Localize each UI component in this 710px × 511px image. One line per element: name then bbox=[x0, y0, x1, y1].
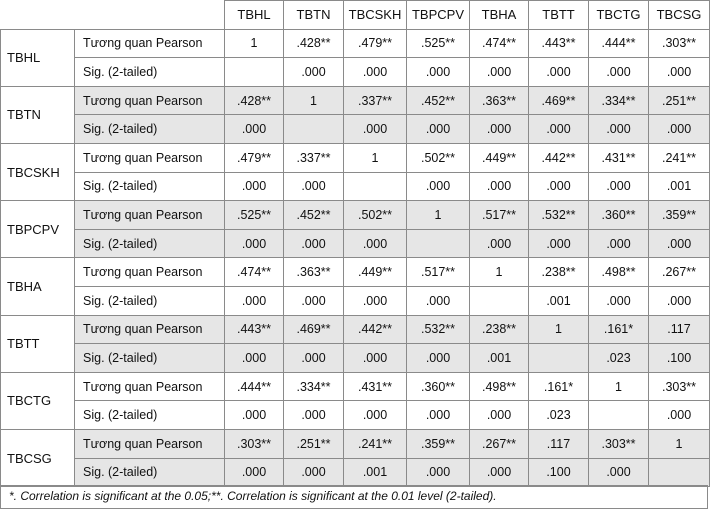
significance-cell: .000 bbox=[284, 458, 344, 487]
table-row bbox=[1, 315, 710, 344]
significance-cell bbox=[225, 58, 284, 87]
correlation-cell: .449** bbox=[344, 258, 407, 287]
correlation-cell: 1 bbox=[649, 429, 710, 458]
significance-cell: .000 bbox=[407, 458, 470, 487]
significance-cell: .000 bbox=[225, 458, 284, 487]
correlation-cell: .498** bbox=[589, 258, 649, 287]
significance-cell: .000 bbox=[589, 229, 649, 258]
correlation-cell: .474** bbox=[470, 29, 529, 58]
significance-cell: .000 bbox=[649, 58, 710, 87]
correlation-cell: .161* bbox=[589, 315, 649, 344]
correlation-cell: .431** bbox=[344, 372, 407, 401]
significance-cell: .000 bbox=[407, 344, 470, 373]
significance-cell: .000 bbox=[344, 115, 407, 144]
correlation-cell: 1 bbox=[225, 29, 284, 58]
significance-cell: .000 bbox=[589, 286, 649, 315]
column-header: TBHL bbox=[225, 1, 284, 30]
correlation-cell: .532** bbox=[407, 315, 470, 344]
significance-cell: .023 bbox=[529, 401, 589, 430]
correlation-cell: .444** bbox=[589, 29, 649, 58]
table-row bbox=[1, 115, 710, 144]
correlation-cell: 1 bbox=[470, 258, 529, 287]
correlation-cell: .267** bbox=[470, 429, 529, 458]
correlation-cell: .442** bbox=[344, 315, 407, 344]
correlation-cell: .363** bbox=[284, 258, 344, 287]
significance-cell: .000 bbox=[649, 286, 710, 315]
significance-cell: .000 bbox=[344, 58, 407, 87]
correlation-cell: .449** bbox=[470, 143, 529, 172]
significance-cell: .000 bbox=[470, 58, 529, 87]
correlation-cell: .161* bbox=[529, 372, 589, 401]
table-row bbox=[1, 58, 710, 87]
correlation-cell: .334** bbox=[589, 86, 649, 115]
variable-label: TBPCPV bbox=[1, 201, 75, 258]
table-row bbox=[1, 201, 710, 230]
column-header: TBTN bbox=[284, 1, 344, 30]
correlation-cell: .359** bbox=[407, 429, 470, 458]
correlation-cell: .337** bbox=[284, 143, 344, 172]
significance-cell: .000 bbox=[344, 286, 407, 315]
correlation-cell: .498** bbox=[470, 372, 529, 401]
correlation-cell: .474** bbox=[225, 258, 284, 287]
significance-cell: .000 bbox=[344, 344, 407, 373]
variable-label: TBCSG bbox=[1, 429, 75, 486]
stat-label-pearson: Tương quan Pearson bbox=[75, 201, 225, 230]
significance-cell: .000 bbox=[649, 115, 710, 144]
variable-label: TBHL bbox=[1, 29, 75, 86]
significance-cell: .000 bbox=[407, 401, 470, 430]
correlation-cell: .532** bbox=[529, 201, 589, 230]
significance-cell: .000 bbox=[470, 401, 529, 430]
stat-label-sig: Sig. (2-tailed) bbox=[75, 344, 225, 373]
table-row bbox=[1, 29, 710, 58]
correlation-cell: .517** bbox=[407, 258, 470, 287]
table-row bbox=[1, 86, 710, 115]
significance-cell: .000 bbox=[407, 115, 470, 144]
correlation-cell: .428** bbox=[284, 29, 344, 58]
variable-label: TBCSKH bbox=[1, 143, 75, 200]
stat-label-pearson: Tương quan Pearson bbox=[75, 29, 225, 58]
correlation-cell: .469** bbox=[529, 86, 589, 115]
significance-cell bbox=[529, 344, 589, 373]
significance-cell: .000 bbox=[470, 458, 529, 487]
significance-cell bbox=[344, 172, 407, 201]
stat-label-sig: Sig. (2-tailed) bbox=[75, 115, 225, 144]
significance-cell: .100 bbox=[529, 458, 589, 487]
significance-cell: .000 bbox=[225, 229, 284, 258]
significance-cell: .001 bbox=[344, 458, 407, 487]
correlation-cell: .303** bbox=[649, 29, 710, 58]
significance-cell: .000 bbox=[225, 344, 284, 373]
significance-cell: .000 bbox=[470, 229, 529, 258]
stat-label-pearson: Tương quan Pearson bbox=[75, 258, 225, 287]
significance-cell: .001 bbox=[529, 286, 589, 315]
correlation-cell: .525** bbox=[407, 29, 470, 58]
correlation-cell: .117 bbox=[529, 429, 589, 458]
correlation-cell: .241** bbox=[344, 429, 407, 458]
significance-cell: .000 bbox=[529, 229, 589, 258]
table-body bbox=[1, 29, 710, 487]
correlation-cell: .251** bbox=[284, 429, 344, 458]
correlation-cell: .469** bbox=[284, 315, 344, 344]
significance-cell bbox=[284, 115, 344, 144]
correlation-cell: .363** bbox=[470, 86, 529, 115]
table-row bbox=[1, 458, 710, 487]
stat-label-sig: Sig. (2-tailed) bbox=[75, 229, 225, 258]
corner-cell bbox=[1, 1, 225, 30]
significance-cell: .000 bbox=[344, 401, 407, 430]
correlation-cell: .479** bbox=[225, 143, 284, 172]
correlation-cell: .360** bbox=[407, 372, 470, 401]
significance-cell bbox=[470, 286, 529, 315]
stat-label-sig: Sig. (2-tailed) bbox=[75, 172, 225, 201]
column-header: TBCSKH bbox=[344, 1, 407, 30]
significance-cell: .000 bbox=[225, 172, 284, 201]
footnote: *. Correlation is significant at the 0.05;**. Correlation is significant at the 0.01 level (2-tailed). bbox=[0, 485, 708, 509]
table-row bbox=[1, 229, 710, 258]
significance-cell: .000 bbox=[529, 172, 589, 201]
correlation-cell: .251** bbox=[649, 86, 710, 115]
significance-cell: .000 bbox=[407, 172, 470, 201]
table-row bbox=[1, 372, 710, 401]
correlation-cell: .117 bbox=[649, 315, 710, 344]
significance-cell: .000 bbox=[649, 401, 710, 430]
correlation-cell: .428** bbox=[225, 86, 284, 115]
correlation-cell: 1 bbox=[589, 372, 649, 401]
correlation-cell: .303** bbox=[225, 429, 284, 458]
correlation-cell: .238** bbox=[470, 315, 529, 344]
column-header: TBCSG bbox=[649, 1, 710, 30]
significance-cell: .100 bbox=[649, 344, 710, 373]
significance-cell: .000 bbox=[589, 58, 649, 87]
header-row bbox=[1, 1, 710, 30]
significance-cell: .000 bbox=[407, 58, 470, 87]
column-header: TBPCPV bbox=[407, 1, 470, 30]
correlation-cell: 1 bbox=[284, 86, 344, 115]
correlation-cell: .337** bbox=[344, 86, 407, 115]
correlation-cell: .238** bbox=[529, 258, 589, 287]
significance-cell: .000 bbox=[589, 172, 649, 201]
correlation-cell: .502** bbox=[344, 201, 407, 230]
variable-label: TBHA bbox=[1, 258, 75, 315]
significance-cell: .000 bbox=[225, 286, 284, 315]
significance-cell: .000 bbox=[589, 115, 649, 144]
significance-cell: .000 bbox=[284, 401, 344, 430]
significance-cell: .000 bbox=[529, 115, 589, 144]
stat-label-sig: Sig. (2-tailed) bbox=[75, 458, 225, 487]
correlation-cell: .443** bbox=[225, 315, 284, 344]
significance-cell: .001 bbox=[470, 344, 529, 373]
significance-cell: .000 bbox=[284, 229, 344, 258]
significance-cell: .000 bbox=[589, 458, 649, 487]
correlation-cell: .452** bbox=[407, 86, 470, 115]
correlation-cell: 1 bbox=[344, 143, 407, 172]
correlation-cell: .303** bbox=[589, 429, 649, 458]
table-row bbox=[1, 344, 710, 373]
column-header: TBHA bbox=[470, 1, 529, 30]
stat-label-pearson: Tương quan Pearson bbox=[75, 143, 225, 172]
significance-cell: .000 bbox=[284, 286, 344, 315]
variable-label: TBTT bbox=[1, 315, 75, 372]
significance-cell: .000 bbox=[284, 172, 344, 201]
correlation-cell: .303** bbox=[649, 372, 710, 401]
column-header: TBTT bbox=[529, 1, 589, 30]
stat-label-pearson: Tương quan Pearson bbox=[75, 372, 225, 401]
table-row bbox=[1, 172, 710, 201]
stat-label-pearson: Tương quan Pearson bbox=[75, 86, 225, 115]
correlation-cell: .360** bbox=[589, 201, 649, 230]
correlation-cell: 1 bbox=[529, 315, 589, 344]
stat-label-pearson: Tương quan Pearson bbox=[75, 315, 225, 344]
column-header: TBCTG bbox=[589, 1, 649, 30]
correlation-cell: .241** bbox=[649, 143, 710, 172]
stat-label-sig: Sig. (2-tailed) bbox=[75, 401, 225, 430]
correlation-cell: 1 bbox=[407, 201, 470, 230]
correlation-cell: .525** bbox=[225, 201, 284, 230]
correlation-cell: .443** bbox=[529, 29, 589, 58]
significance-cell bbox=[589, 401, 649, 430]
significance-cell: .000 bbox=[649, 229, 710, 258]
correlation-cell: .479** bbox=[344, 29, 407, 58]
significance-cell: .000 bbox=[225, 401, 284, 430]
table-row bbox=[1, 286, 710, 315]
significance-cell: .023 bbox=[589, 344, 649, 373]
significance-cell: .001 bbox=[649, 172, 710, 201]
significance-cell bbox=[649, 458, 710, 487]
significance-cell: .000 bbox=[470, 172, 529, 201]
correlation-cell: .444** bbox=[225, 372, 284, 401]
correlation-cell: .431** bbox=[589, 143, 649, 172]
significance-cell: .000 bbox=[529, 58, 589, 87]
significance-cell: .000 bbox=[284, 344, 344, 373]
table-row bbox=[1, 401, 710, 430]
correlation-cell: .452** bbox=[284, 201, 344, 230]
stat-label-pearson: Tương quan Pearson bbox=[75, 429, 225, 458]
significance-cell: .000 bbox=[407, 286, 470, 315]
stat-label-sig: Sig. (2-tailed) bbox=[75, 58, 225, 87]
correlation-cell: .267** bbox=[649, 258, 710, 287]
significance-cell: .000 bbox=[470, 115, 529, 144]
significance-cell bbox=[407, 229, 470, 258]
variable-label: TBCTG bbox=[1, 372, 75, 429]
correlation-cell: .517** bbox=[470, 201, 529, 230]
variable-label: TBTN bbox=[1, 86, 75, 143]
correlation-cell: .442** bbox=[529, 143, 589, 172]
table-row bbox=[1, 143, 710, 172]
significance-cell: .000 bbox=[344, 229, 407, 258]
correlation-cell: .502** bbox=[407, 143, 470, 172]
significance-cell: .000 bbox=[225, 115, 284, 144]
significance-cell: .000 bbox=[284, 58, 344, 87]
correlation-cell: .359** bbox=[649, 201, 710, 230]
correlation-cell: .334** bbox=[284, 372, 344, 401]
table-row bbox=[1, 258, 710, 287]
stat-label-sig: Sig. (2-tailed) bbox=[75, 286, 225, 315]
table-row bbox=[1, 429, 710, 458]
